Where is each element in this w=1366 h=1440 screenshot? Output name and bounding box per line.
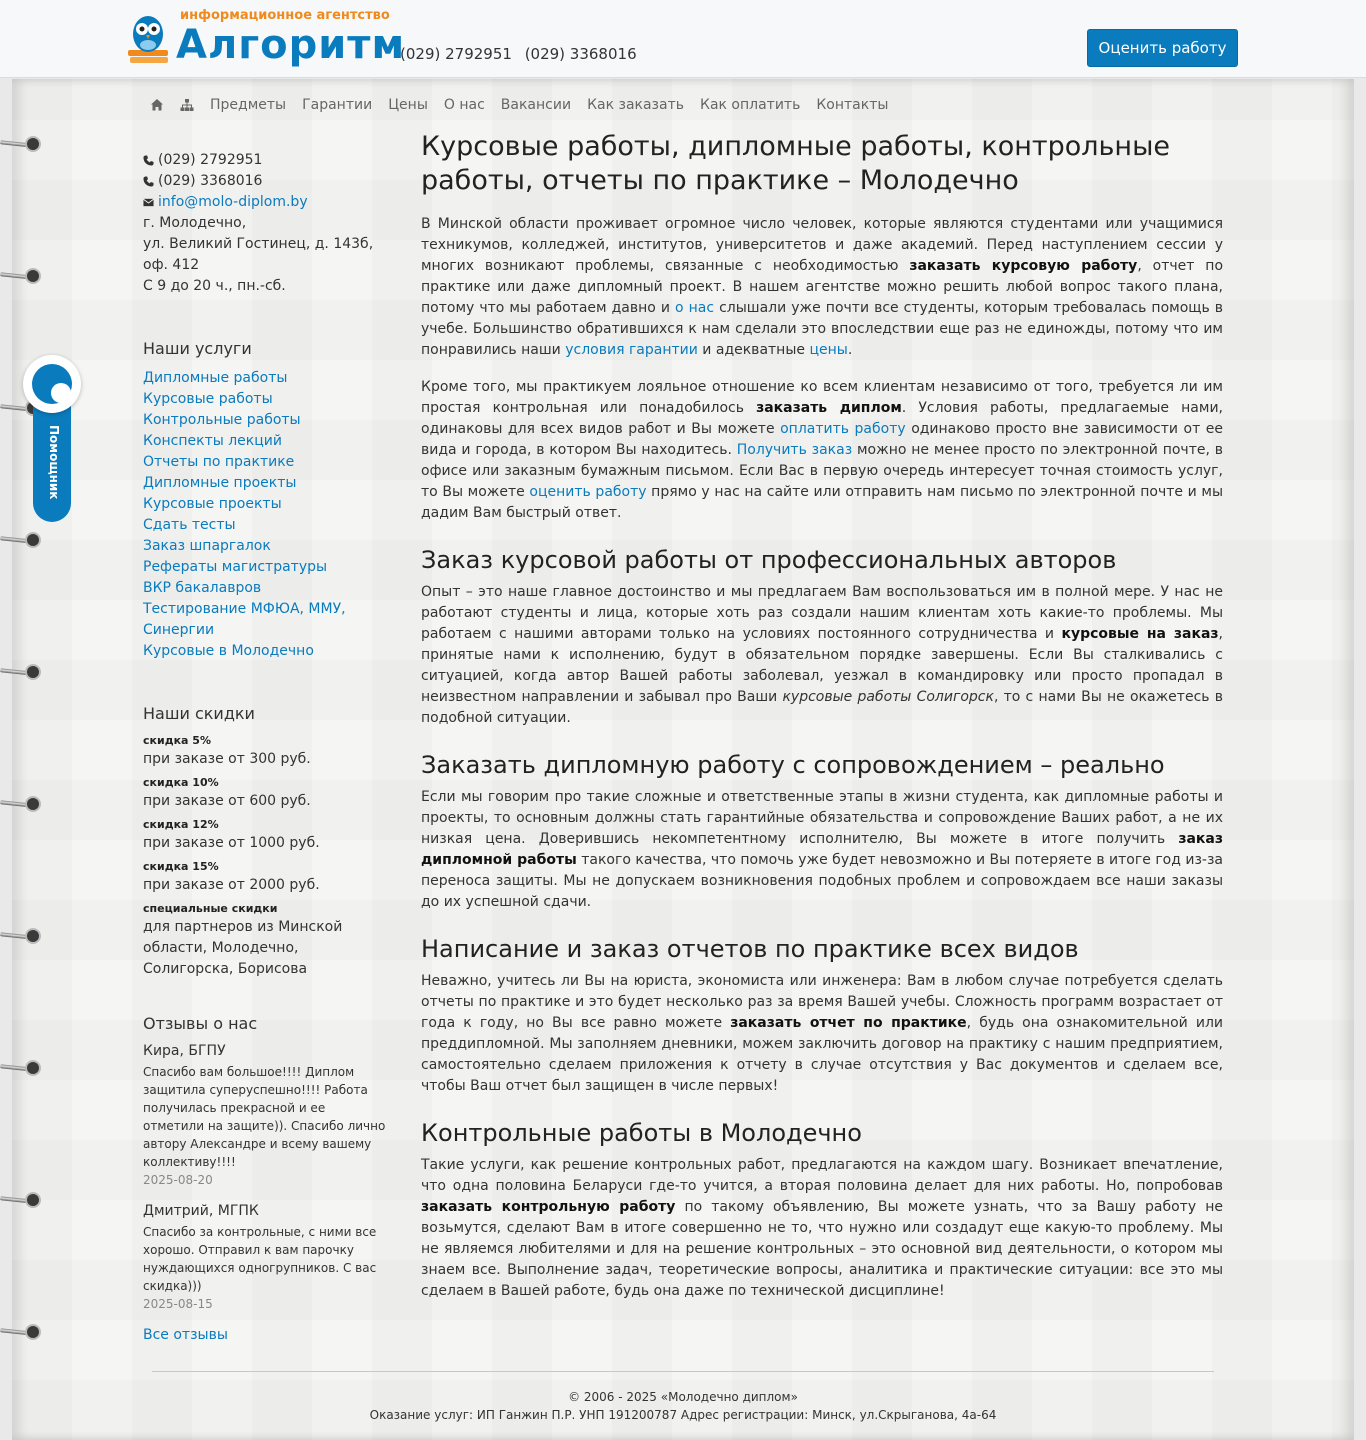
service-link[interactable]: Курсовые в Молодечно: [143, 643, 314, 659]
about-link[interactable]: о нас: [675, 300, 715, 316]
paragraph-control: [421, 1155, 1223, 1302]
review-text: Спасибо за контрольные, с ними все хорошо. Отправил к вам парочку нуждающихся одногрупников. С вас скидка))): [143, 1225, 377, 1293]
binder-ring: [0, 1326, 42, 1338]
helper-tab[interactable]: [33, 405, 71, 522]
nav-item-how-to-order[interactable]: Как заказать: [587, 97, 684, 113]
helper-label: Помощник: [47, 425, 61, 500]
text: по такому объявлению, Вы можете узнать, что за Вашу работу не возьмутся, сделают Вам в итоге совершенно не то, что нужно или создадут еще какую-то проблему. Мы не являемся любителями и для на решение контрольных – это основной вид деятельности, о котором мы знаем все. Выполнение задач, теоретические вопросы, аналитика и практические ситуации: все это мы сделаем в Вашей работе, будь она даже по технической дисциплине!: [421, 1199, 1223, 1299]
discount-label: скидка 15%: [143, 860, 219, 873]
owl-logo-icon: [128, 12, 170, 68]
text: Кроме того, мы практикуем лояльное отношение ко всем клиентам независимо от того, требуется ли им простая контрольная или понадобилось: [421, 379, 1223, 416]
paragraph-authors: [421, 582, 1223, 729]
sitemap-icon[interactable]: [180, 98, 194, 112]
binder-ring: [0, 930, 42, 942]
bold-text: заказать курсовую работу: [909, 258, 1138, 274]
header-phones: [400, 45, 645, 63]
binder-ring: [0, 1194, 42, 1206]
section-heading: Написание и заказ отчетов по практике всех видов: [421, 935, 1079, 963]
text: . Условия работы, предлагаемые нами, одинаковы для всех видов работ и Вы можете: [421, 400, 1223, 437]
logo-name: Алгоритм: [176, 22, 406, 68]
get-order-link[interactable]: Получить заказ: [736, 442, 853, 458]
site-header: [0, 0, 1366, 78]
contact-phone-2-text[interactable]: (029) 3368016: [158, 173, 263, 189]
service-link[interactable]: Курсовые работы: [143, 391, 273, 407]
phone-icon: [143, 155, 154, 166]
text: Такие услуги, как решение контрольных работ, предлагаются на каждом шагу. Возникает впечатление, что одна половина Беларуси где-то учится, а вторая половина делает для них работы. Но, попробовав: [421, 1157, 1223, 1194]
bold-text: заказать отчет по практике: [730, 1015, 967, 1031]
review-author: Кира, БГПУ: [143, 1043, 226, 1059]
discount-text: при заказе от 300 руб.: [143, 751, 311, 767]
paragraph-diploma: [421, 787, 1223, 913]
phone-icon: [143, 176, 154, 187]
service-link[interactable]: Тестирование МФЮА, ММУ, Синергии: [143, 601, 346, 638]
helper-button[interactable]: [23, 355, 81, 413]
contact-office: оф. 412: [143, 257, 200, 273]
text: слышали уже почти все студенты, которым требовалась помощь в учебе. Большинство обратившихся к нам сделали это впоследствии еще раз не единожды, потому что им понравились наши: [421, 300, 1223, 358]
nav-item-guarantees[interactable]: Гарантии: [302, 97, 373, 113]
main-nav: [150, 92, 904, 118]
text: , принятые нами к исполнению, будут в обязательном порядке завершены. Если Вы сталкивались с ситуацией, когда автор Вашей работы заболевал, уезжал в командировку или просто пропадал в неизвестном направлении и забывал про Ваши: [421, 626, 1223, 705]
paragraph-loyalty: [421, 377, 1223, 524]
binder-ring: [0, 138, 42, 150]
italic-text: курсовые работы Солигорск: [782, 689, 994, 705]
binder-ring: [0, 798, 42, 810]
text: одинаково просто вне зависимости от ее вида и города, в котором Вы находитесь.: [421, 421, 1223, 458]
service-link[interactable]: ВКР бакалавров: [143, 580, 262, 596]
text: такого качества, что помочь уже будет невозможно и Вы потеряете в итоге год из-за переноса защиты. Мы не допускаем возникновения подобных проблем и сопровождаем все наши заказы до их успешной сдачи.: [421, 852, 1224, 910]
review-text: Спасибо вам большое!!!! Диплом защитила суперуспешно!!!! Работа получилась прекрасной и ее отметили на защите)). Спасибо лично автору Александре и всему вашему коллективу!!!!: [143, 1065, 386, 1169]
contact-email-link[interactable]: info@molo-diplom.by: [158, 194, 308, 210]
all-reviews-link[interactable]: Все отзывы: [143, 1327, 228, 1343]
nav-item-prices[interactable]: Цены: [388, 97, 428, 113]
review-date: 2025-08-20: [143, 1173, 213, 1187]
home-icon[interactable]: [150, 98, 164, 112]
contacts-block: [143, 150, 388, 297]
bold-text: заказать контрольную работу: [421, 1199, 676, 1215]
logo[interactable]: [128, 8, 406, 72]
discount-text: при заказе от 1000 руб.: [143, 835, 320, 851]
footer-copyright: © 2006 - 2025 «Молодечно диплом»: [568, 1390, 798, 1404]
service-link[interactable]: Курсовые проекты: [143, 496, 282, 512]
nav-item-how-to-pay[interactable]: Как оплатить: [700, 97, 801, 113]
service-link[interactable]: Конспекты лекций: [143, 433, 282, 449]
logo-tagline: информационное агентство: [180, 8, 390, 23]
header-phone-2[interactable]: (029) 3368016: [524, 45, 637, 63]
page-title: Курсовые работы, дипломные работы, контрольные работы, отчеты по практике – Молодечно: [421, 131, 1170, 196]
service-link[interactable]: Сдать тесты: [143, 517, 236, 533]
discount-label: скидка 5%: [143, 734, 211, 747]
bold-text: курсовые на заказ: [1061, 626, 1219, 642]
reviews-title: Отзывы о нас: [143, 1014, 258, 1033]
discount-text: для партнеров из Минской области, Молодечно, Солигорска, Борисова: [143, 919, 343, 977]
text: можно не менее просто по электронной почте, в офисе или заказным бумажным письмом. Если Вас в первую очередь интересует точная стоимость услуг, то Вы можете: [421, 442, 1223, 500]
discount-label: скидка 10%: [143, 776, 219, 789]
nav-item-vacancies[interactable]: Вакансии: [500, 97, 572, 113]
prices-link[interactable]: цены: [809, 342, 848, 358]
binder-ring: [0, 270, 42, 282]
section-heading: Заказ курсовой работы от профессиональных авторов: [421, 546, 1117, 574]
binder-ring: [0, 1062, 42, 1074]
header-phone-1[interactable]: (029) 2792951: [400, 45, 512, 63]
nav-item-contacts[interactable]: Контакты: [816, 97, 889, 113]
binder-ring: [0, 534, 42, 546]
service-link[interactable]: Отчеты по практике: [143, 454, 295, 470]
reviews-list: [143, 1043, 388, 1313]
text: прямо у нас на сайте или отправить нам письмо по электронной почте и мы дадим Вам быстрый ответ.: [421, 484, 1223, 521]
contact-hours: С 9 до 20 ч., пн.-сб.: [143, 278, 286, 294]
contact-phone-1-text[interactable]: (029) 2792951: [158, 152, 263, 168]
main-content: [421, 130, 1223, 1318]
pay-work-link[interactable]: оплатить работу: [780, 421, 906, 437]
nav-item-subjects[interactable]: Предметы: [210, 97, 287, 113]
footer-legal: Оказание услуг: ИП Ганжин П.Р. УНП 191200787 Адрес регистрации: Минск, ул.Скрыганова, 4а-64: [369, 1408, 997, 1422]
text: , то с нами Вы не окажетесь в подобной ситуации.: [421, 689, 1223, 726]
contact-street: ул. Великий Гостинец, д. 143б,: [143, 236, 374, 252]
text: .: [847, 342, 853, 358]
service-link[interactable]: Контрольные работы: [143, 412, 301, 428]
lifebuoy-icon: [32, 364, 72, 404]
nav-item-about[interactable]: О нас: [443, 97, 485, 113]
review-author: Дмитрий, МГПК: [143, 1203, 259, 1219]
section-heading: Заказать дипломную работу с сопровождением – реально: [421, 751, 1165, 779]
contact-email: [143, 192, 388, 213]
service-link[interactable]: Заказ шпаргалок: [143, 538, 271, 554]
service-link[interactable]: Рефераты магистратуры: [143, 559, 328, 575]
text: и адекватные: [697, 342, 810, 358]
sidebar: [143, 150, 388, 1343]
binder-rings: [0, 79, 44, 1440]
evaluate-work-link[interactable]: оценить работу: [529, 484, 647, 500]
footer: [152, 1388, 1214, 1424]
service-link[interactable]: Дипломные проекты: [143, 475, 297, 491]
text: Если мы говорим про такие сложные и ответственные этапы в жизни студента, как дипломные работы и проекты, то основным должны стать гарантийные обязательства и сопровождение Ваших работ, а не их низкая цена. Доверившись некомпетентному исполнителю, Вы можете в итоге получить: [421, 789, 1223, 847]
paragraph-intro: [421, 214, 1223, 361]
text: , отчет по практике или даже дипломный проект. В нашем агентстве можно решить любой вопрос такого плана, потому что мы работаем давно и: [421, 258, 1224, 316]
paragraph-practice: [421, 971, 1223, 1097]
contact-phone-1: [143, 150, 388, 171]
discount-text: при заказе от 2000 руб.: [143, 877, 320, 893]
envelope-icon: [143, 197, 154, 208]
bold-text: заказ дипломной работы: [421, 831, 1223, 868]
rate-work-button[interactable]: Оценить работу: [1087, 29, 1238, 67]
services-list: [143, 368, 388, 662]
discounts-list: [143, 733, 388, 980]
section-heading: Контрольные работы в Молодечно: [421, 1119, 862, 1147]
contact-city: г. Молодечно,: [143, 215, 247, 231]
binder-ring: [0, 666, 42, 678]
discount-label: специальные скидки: [143, 902, 278, 915]
text: В Минской области проживает огромное число человек, которые являются студентами или учащимися техникумов, колледжей, институтов, университетов и даже академий. Перед наступлением сессии у многих возникают проблемы, связанные с необходимостью: [421, 216, 1223, 274]
text: Неважно, учитесь ли Вы на юриста, экономиста или инженера: Вам в любом случае потребуется сделать отчеты по практике и это будет несколько раз за время Вашей учебы. Сложность программ возрастает от года к году, но Вы все равно можете: [421, 973, 1223, 1031]
services-title: Наши услуги: [143, 339, 252, 358]
discount-label: скидка 12%: [143, 818, 219, 831]
guarantee-terms-link[interactable]: условия гарантии: [565, 342, 698, 358]
contact-phone-2: [143, 171, 388, 192]
service-link[interactable]: Дипломные работы: [143, 370, 288, 386]
discount-text: при заказе от 600 руб.: [143, 793, 311, 809]
text: , будь она ознакомительной или преддипломной. Мы заполняем дневники, можем заключить договор на практику с нашим предприятием, самостоятельно сделаем приложения к отчету в случае отсутствия у Вас документов и сделаем все, чтобы Ваш отчет был защищен в числе первых!: [421, 1015, 1223, 1094]
discounts-title: Наши скидки: [143, 704, 255, 723]
text: Опыт – это наше главное достоинство и мы предлагаем Вам воспользоваться им в полной мере. У нас не работают студенты и лица, которые хоть раз создали нашим клиентам хоть какие-то проблемы. Мы работаем с нашими авторами только на условиях постоянного сотрудничества и: [421, 584, 1223, 642]
bold-text: заказать диплом: [756, 400, 902, 416]
footer-divider: [152, 1371, 1214, 1372]
review-date: 2025-08-15: [143, 1297, 213, 1311]
